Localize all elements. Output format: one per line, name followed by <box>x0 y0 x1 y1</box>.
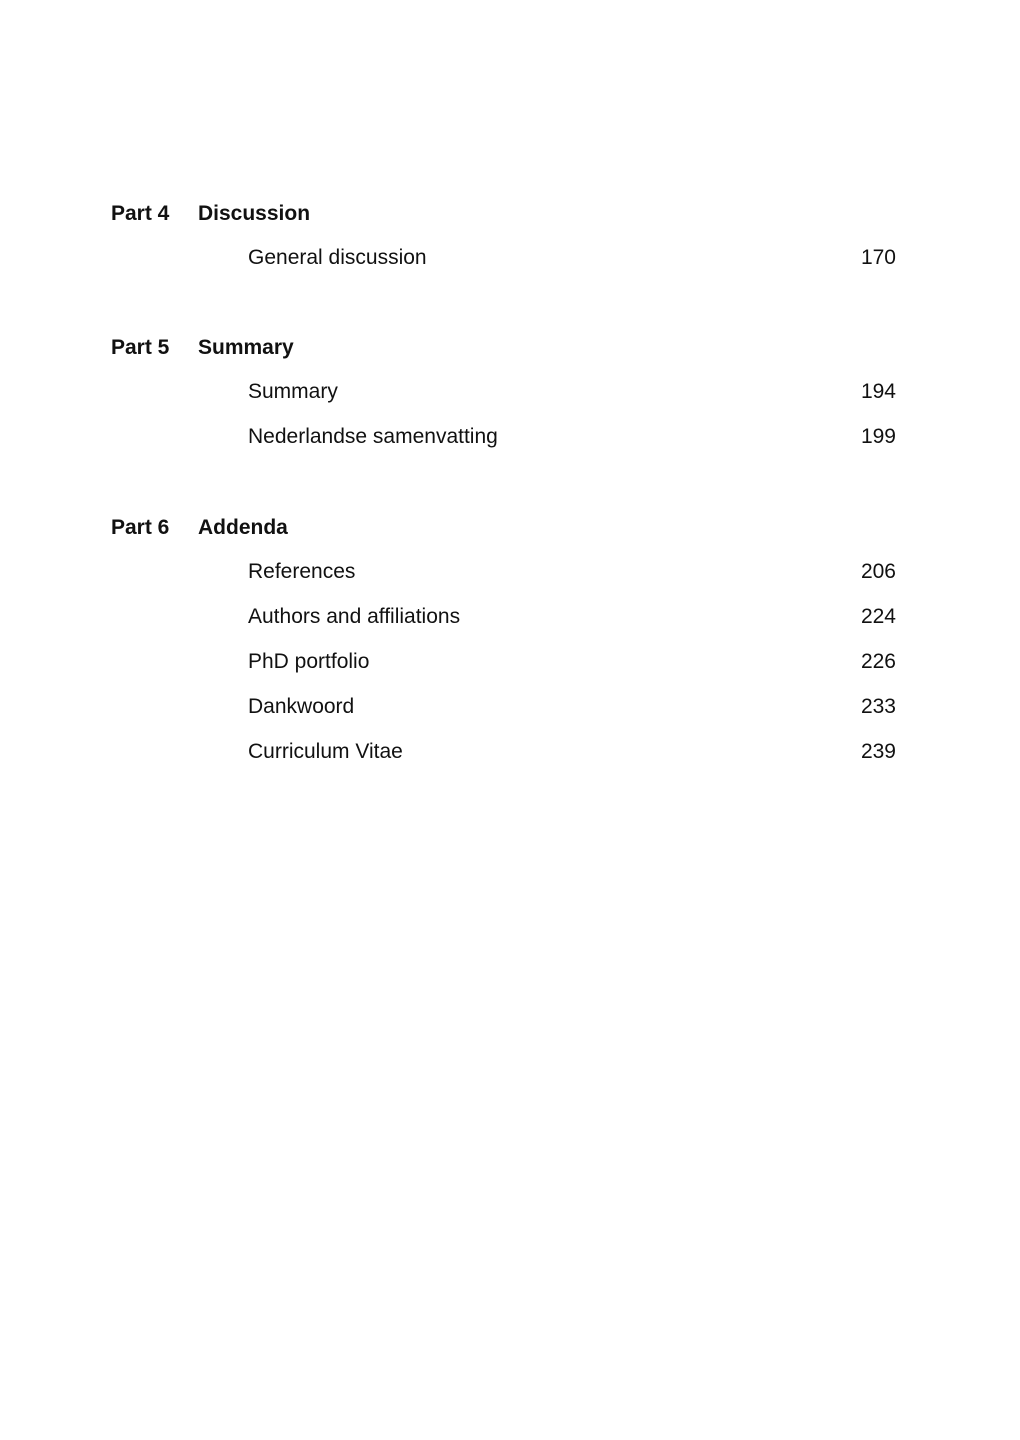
part-header <box>0 333 1020 363</box>
toc-entry-page-number: 194 <box>860 380 896 403</box>
toc-entry[interactable] <box>0 678 1020 723</box>
toc-entry-title: Summary <box>248 380 338 403</box>
part-label: Part 4 <box>111 202 170 225</box>
toc-entry-page-number: 233 <box>860 695 896 718</box>
toc-entry[interactable] <box>0 588 1020 633</box>
part-label: Part 5 <box>111 336 170 359</box>
toc-entry[interactable] <box>0 633 1020 678</box>
part-header <box>0 199 1020 229</box>
part-title: Discussion <box>198 202 311 225</box>
part-label: Part 6 <box>111 516 170 539</box>
toc-entry[interactable] <box>0 229 1020 274</box>
toc-part-5 <box>0 333 1020 453</box>
toc-entry-page-number: 206 <box>860 560 896 583</box>
part-title: Summary <box>198 336 294 359</box>
toc-entry-page-number: 226 <box>860 650 896 673</box>
toc-entry-title: Dankwoord <box>248 695 355 718</box>
toc-entry-page-number: 224 <box>860 605 896 628</box>
toc-part-4 <box>0 199 1020 274</box>
toc-entry-title: Nederlandse samenvatting <box>248 425 498 448</box>
toc-entry-title: Curriculum Vitae <box>248 740 403 763</box>
toc-entry-title: PhD portfolio <box>248 650 370 673</box>
toc-entry-page-number: 239 <box>860 740 896 763</box>
toc-entry[interactable] <box>0 723 1020 768</box>
part-header <box>0 513 1020 543</box>
toc-entry-title: General discussion <box>248 246 427 269</box>
toc-entry-title: Authors and affiliations <box>248 605 461 628</box>
part-title: Addenda <box>198 516 288 539</box>
toc-entry[interactable] <box>0 408 1020 453</box>
toc-entry-page-number: 170 <box>860 246 896 269</box>
toc-entry-page-number: 199 <box>860 425 896 448</box>
toc-entry[interactable] <box>0 543 1020 588</box>
toc-entry-title: References <box>248 560 356 583</box>
toc-part-6 <box>0 513 1020 768</box>
toc-entry[interactable] <box>0 363 1020 408</box>
